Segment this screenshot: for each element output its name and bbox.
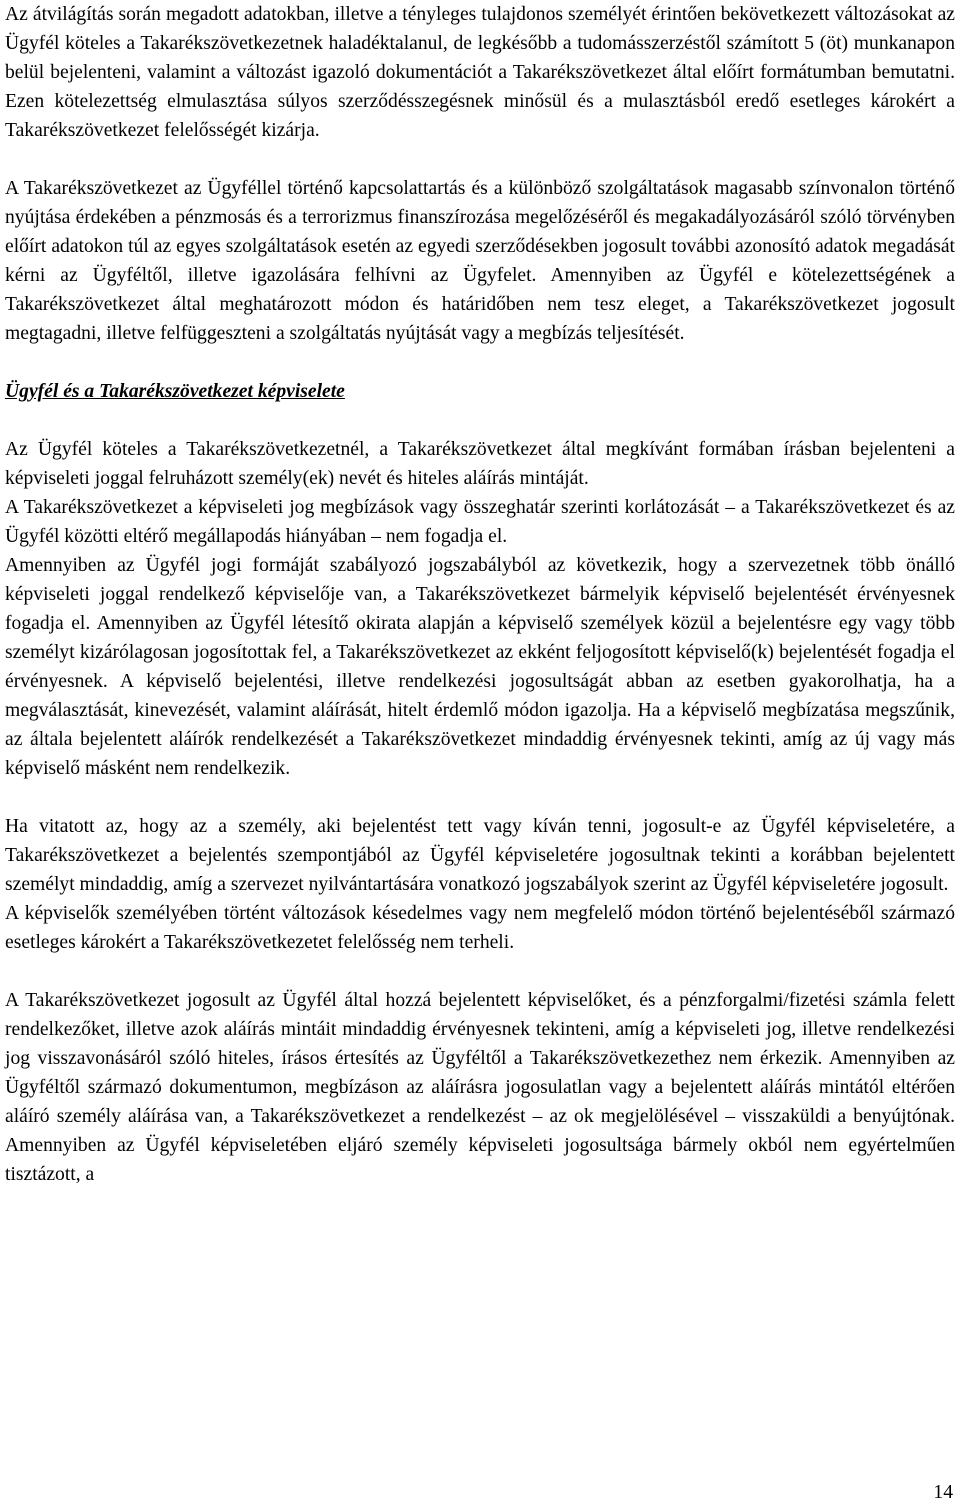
- document-page: [5, 0, 955, 1189]
- paragraph-representative-notification: Az Ügyfél köteles a Takarékszövetkezetnél, a Takarékszövetkezet által megkívánt formában írásban bejelenteni a képviseleti joggal felruházott személy(ek) nevét és hiteles aláírás mintáját.: [5, 439, 955, 489]
- paragraph-additional-identification: A Takarékszövetkezet az Ügyféllel történő kapcsolattartás és a különböző szolgáltatások magasabb színvonalon történő nyújtása érdekében a pénzmosás és a terrorizmus finanszírozása megelőzéséről és megakadályozásáról szóló törvényben előírt adatokon túl az egyes szolgáltatások esetén az egyedi szerződésekben jogosult további azonosító adatok megadását kérni az Ügyféltől, illetve igazolására felhívni az Ügyfelet. Amennyiben az Ügyfél e kötelezettségének a Takarékszövetkezet által meghatározott módon és határidőben nem tesz eleget, a Takarékszövetkezet jogosult megtagadni, illetve felfüggeszteni a szolgáltatás nyújtását vagy a megbízás teljesítését.: [5, 178, 955, 344]
- paragraph-change-reporting: Az átvilágítás során megadott adatokban, illetve a tényleges tulajdonos személyét érintően bekövetkezett változásokat az Ügyfél köteles a Takarékszövetkezetnek haladéktalanul, de legkésőbb a tudomásszerzéstől számított 5 (öt) munkanapon belül bejelenteni, valamint a változást igazoló dokumentációt a Takarékszövetkezet által előírt formátumban bemutatni. Ezen kötelezettség elmulasztása súlyos szerződésszegésnek minősül és a mulasztásból eredő esetleges károkért a Takarékszövetkezet felelősségét kizárja.: [5, 4, 955, 141]
- paragraph-signature-specimens: A Takarékszövetkezet jogosult az Ügyfél által hozzá bejelentett képviselőket, és a pénzforgalmi/fizetési számla felett rendelkezőket, illetve azok aláírás mintáit mindaddig érvényesnek tekinteni, amíg a képviseleti jog, illetve rendelkezési jog visszavonásáról szóló hiteles, írásos értesítés az Ügyféltől a Takarékszövetkezethez nem érkezik. Amennyiben az Ügyféltől származó dokumentumon, megbízáson az aláírásra jogosulatlan vagy a bejelentett aláírás mintától eltérően aláíró személy aláírása van, a Takarékszövetkezet a rendelkezést – az ok megjelölésével – visszaküldi a benyújtónak. Amennyiben az Ügyfél képviseletében eljáró személy képviseleti jogosultsága bármely okból nem egyértelműen tisztázott, a: [5, 990, 955, 1185]
- section-heading: Ügyfél és a Takarékszövetkezet képviselete: [5, 381, 345, 402]
- paragraph-multiple-representatives: Amennyiben az Ügyfél jogi formáját szabályozó jogszabályból az következik, hogy a szervezetnek több önálló képviseleti joggal rendelkező képviselője van, a Takarékszövetkezet bármelyik képviselő bejelentését érvényesnek fogadja el. Amennyiben az Ügyfél létesítő okirata alapján a képviselő személyek közül a bejelentésre egy vagy több személyt kizárólagosan jogosítottak fel, a Takarékszövetkezet az ekként feljogosított képviselő(k) bejelentését fogadja el érvényesnek. A képviselő bejelentési, illetve rendelkezési jogosultságát abban az esetben gyakorolhatja, ha a megválasztását, kinevezését, valamint aláírását, hitelt érdemlő módon igazolja. Ha a képviselő megbízatása megszűnik, az általa bejelentett aláírók rendelkezését a Takarékszövetkezet mindaddig érvényesnek tekinti, amíg az új vagy más képviselő másként nem rendelkezik.: [5, 555, 955, 779]
- paragraph-disputed-representation: Ha vitatott az, hogy az a személy, aki bejelentést tett vagy kíván tenni, jogosult-e az Ügyfél képviseletére, a Takarékszövetkezet a bejelentés szempontjából az Ügyfél képviseletére jogosultnak tekinti a korábban bejelentett személyt mindaddig, amíg a szervezet nyilvántartására vonatkozó jogszabályok szerint az Ügyfél képviseletére jogosult.: [5, 816, 955, 895]
- page-number: 14: [933, 1482, 953, 1503]
- paragraph-representation-limits: A Takarékszövetkezet a képviseleti jog megbízások vagy összeghatár szerinti korlátozását – a Takarékszövetkezet és az Ügyfél közötti eltérő megállapodás hiányában – nem fogadja el.: [5, 497, 955, 547]
- paragraph-late-notification-liability: A képviselők személyében történt változások késedelmes vagy nem megfelelő módon történő bejelentéséből származó esetleges károkért a Takarékszövetkezetet felelősség nem terheli.: [5, 903, 955, 953]
